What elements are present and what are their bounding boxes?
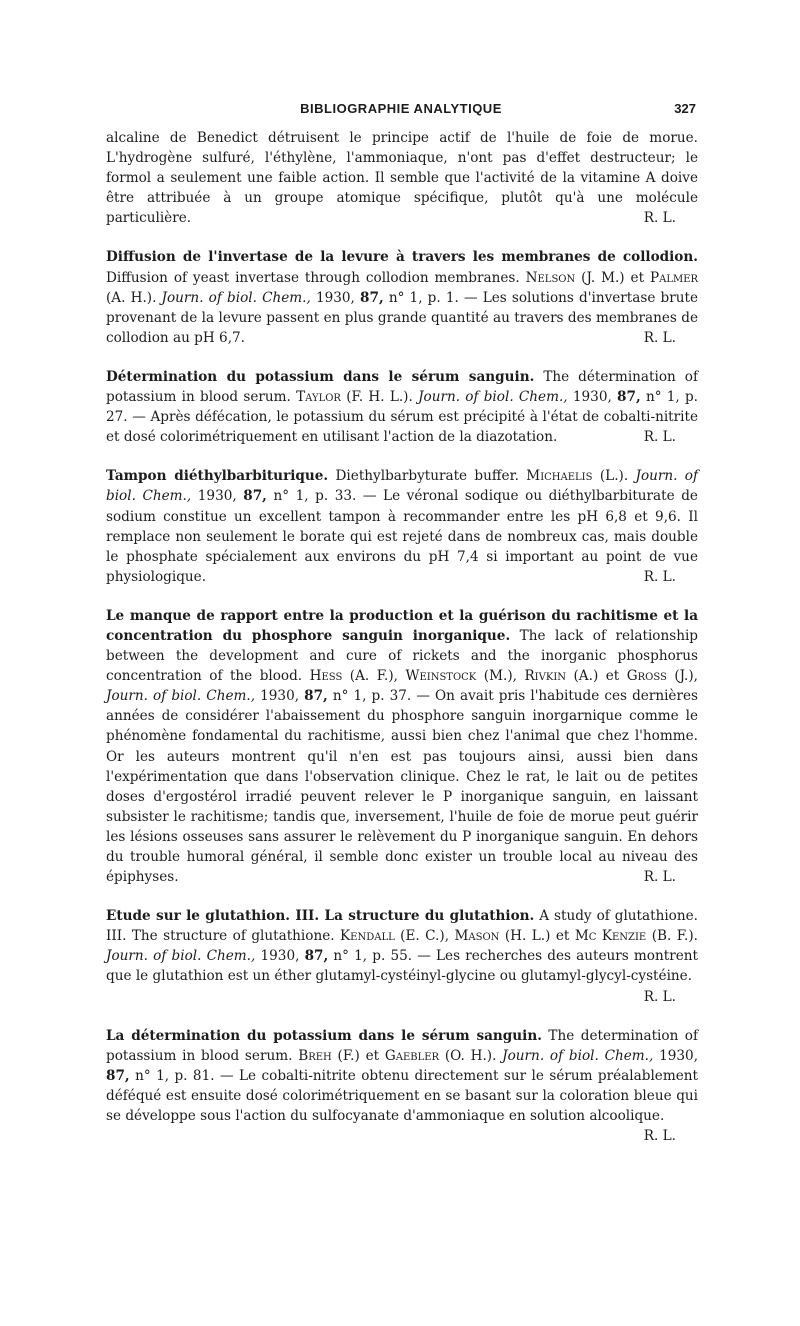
entry-body: Le véronal sodique ou diéthylbarbiturate de sodium constitue un excellent tampon à recommander entre les pH 6,8 et 9,6. Il remplace non seulement le borate qui est rejeté dans de nombreux cas, mais double le phosphate spécialement aux environs du pH 7,4 si important au point de vue physiologique. — [106, 488, 698, 585]
entry-body: Les solutions d'invertase brute provenant de la levure passent en plus grande quantité au travers des membranes de collodion au pH 6,7. — [106, 289, 698, 346]
entry-body: alcaline de Benedict détruisent le principe actif de l'huile de foie de morue. L'hydrogène sulfuré, l'éthylène, l'ammoniaque, n'ont pas d'effet destructeur; le formol a seulement une faible action. Il semble que l'activité de la vitamine A doive être attribuée à un groupe atomique spécifique, plutôt qu'à une molécule particulière. — [106, 130, 698, 227]
journal-year: 1930, — [659, 1047, 699, 1064]
author-initials: (M.), — [483, 668, 517, 685]
entry-signature: R. L. — [643, 210, 676, 227]
entry-english-title: The determination of potassium in blood serum. — [106, 1027, 699, 1064]
entry-title: Etude sur le glutathion. III. La structure du glutathion. — [106, 908, 535, 925]
entry-potassium-determination — [106, 1026, 698, 1147]
journal-name: Journ. of biol. Chem., — [106, 688, 256, 705]
author-surname: Nelson — [525, 269, 576, 286]
author-initials: (A. H.). — [106, 289, 157, 306]
author-initials: (A.) — [573, 668, 599, 685]
journal-volume: 87, — [106, 1067, 130, 1084]
journal-volume: 87, — [304, 948, 329, 965]
author-initials: (A. F.), — [349, 668, 398, 685]
journal-name: Journ. of biol. Chem., — [502, 1047, 654, 1064]
journal-pages: n° 1, p. 33. — — [273, 488, 377, 505]
journal-year: 1930, — [260, 688, 300, 705]
author-initials: (L.). — [599, 468, 629, 485]
author-initials: (F. H. L.). — [346, 389, 413, 406]
author-surname: Weinstock — [405, 668, 477, 685]
journal-volume: 87, — [360, 289, 384, 306]
entry-rickets-phosphorus — [106, 606, 698, 887]
journal-volume: 87, — [243, 488, 267, 505]
journal-volume: 87, — [617, 389, 641, 406]
author-initials: (B. F.). — [651, 928, 698, 945]
journal-pages: n° 1, p. 27. — — [106, 389, 698, 426]
author-surname: Michaelis — [526, 468, 593, 485]
article-column — [106, 128, 698, 1165]
author-initials: (O. H.). — [444, 1047, 497, 1064]
journal-year: 1930, — [260, 948, 300, 965]
entry-body: Après défécation, le potassium du sérum est précipité à l'état de cobalti-nitrite et dosé colorimétriquement en utilisant l'action de la diazotation. — [106, 409, 698, 446]
running-title: BIBLIOGRAPHIE ANALYTIQUE — [300, 101, 502, 116]
journal-name: Journ. of biol. Chem., — [106, 948, 256, 965]
author-surname: Taylor — [296, 389, 341, 406]
journal-year: 1930, — [315, 289, 355, 306]
conjunction: et — [365, 1047, 380, 1064]
author-surname: Gaebler — [384, 1047, 440, 1064]
entry-title: Détermination du potassium dans le sérum sanguin. — [106, 368, 535, 385]
running-header — [106, 101, 696, 123]
entry-signature: R. L. — [643, 1128, 676, 1145]
journal-name: Journ. of biol. Chem., — [418, 389, 568, 406]
entry-continued — [106, 128, 698, 228]
author-surname: Breh — [298, 1047, 332, 1064]
entry-title: La détermination du potassium dans le sérum sanguin. — [106, 1027, 542, 1044]
author-surname: Rivkin — [524, 668, 567, 685]
entry-english-title: A study of glutathione. III. The structure of glutathione. — [106, 908, 698, 945]
journal-year: 1930, — [572, 389, 612, 406]
conjunction: et — [630, 269, 645, 286]
entry-potassium-serum — [106, 367, 698, 447]
author-surname: Mc Kenzie — [574, 928, 647, 945]
entry-english-title: Diethylbarbyturate buffer. — [335, 468, 519, 485]
author-initials: (H. L.) — [504, 928, 551, 945]
author-initials: (J. M.) — [581, 269, 625, 286]
entry-body: Les recherches des auteurs montrent que le glutathion est un éther glutamyl-cystéinyl-glycine ou glutamyl-glycyl-cystéine. — [106, 948, 698, 985]
author-surname: Palmer — [649, 269, 699, 286]
author-initials: (E. C.), — [400, 928, 450, 945]
entry-body: Le cobalti-nitrite obtenu directement sur le sérum préalablement déféqué est ensuite dosé colorimétriquement en se basant sur la coloration bleue qui se développe sous l'action du sulfocyanate d'ammoniaque en solution alcoolique. — [106, 1067, 698, 1125]
journal-volume: 87, — [304, 688, 328, 705]
page-number: 327 — [674, 101, 696, 116]
journal-pages: n° 1, p. 81. — — [135, 1067, 234, 1084]
entry-diethylbarbiturate — [106, 466, 698, 587]
journal-pages: n° 1, p. 37. — — [332, 688, 430, 705]
entry-signature: R. L. — [643, 568, 676, 585]
author-surname: Kendall — [340, 928, 395, 945]
entry-signature: R. L. — [643, 429, 676, 446]
entry-signature: R. L. — [643, 869, 676, 886]
journal-pages: n° 1, p. 55. — — [333, 948, 431, 965]
journal-year: 1930, — [197, 488, 237, 505]
conjunction: et — [605, 668, 620, 685]
entry-body: On avait pris l'habitude ces dernières années de considérer l'abaissement du phosphore sanguin inorgarnique comme le phénomène fondamental du rachitisme, aussi bien chez l'animal que chez l'homme. Or les auteurs montrent qu'il n'en est pas toujours ainsi, aussi bien dans l'expérimentation que dans l'observation clinique. Chez le rat, le lait ou de petites doses d'ergostérol irradié peuvent relever le P inorganique sanguin, en laissant subsister le rachitisme; tandis que, inversement, l'huile de foie de morue peut guérir les lésions osseuses sans assurer le relèvement du P inorganique sanguin. En dehors du trouble humoral général, il semble donc exister un trouble local au niveau des épiphyses. — [106, 688, 698, 886]
author-initials: (F.) — [337, 1047, 360, 1064]
author-initials: (J.), — [674, 668, 698, 685]
journal-name: Journ. of biol. Chem., — [106, 468, 699, 505]
author-surname: Mason — [454, 928, 500, 945]
journal-pages: n° 1, p. 1. — — [388, 289, 478, 306]
entry-english-title: The détermination of potassium in blood serum. — [106, 368, 698, 406]
entry-glutathion — [106, 906, 698, 1006]
entry-signature: R. L. — [643, 329, 676, 346]
entry-english-title: The lack of relationship between the development and cure of rickets and the inorganic phosphorus concentration of the blood. — [106, 627, 699, 685]
author-surname: Hess — [309, 668, 343, 685]
author-surname: Gross — [626, 668, 667, 685]
entry-english-title: Diffusion of yeast invertase through collodion membranes. — [106, 269, 520, 286]
entry-signature: R. L. — [643, 988, 676, 1005]
journal-name: Journ. of biol. Chem., — [161, 289, 311, 306]
conjunction: et — [555, 928, 570, 945]
entry-title: Diffusion de l'invertase de la levure à travers les membranes de collodion. — [106, 249, 698, 266]
entry-title: Le manque de rapport entre la production et la guérison du rachitisme et la concentration du phosphore sanguin inorganique. — [106, 607, 698, 644]
entry-title: Tampon diéthylbarbiturique. — [106, 468, 329, 485]
entry-invertase — [106, 247, 698, 347]
